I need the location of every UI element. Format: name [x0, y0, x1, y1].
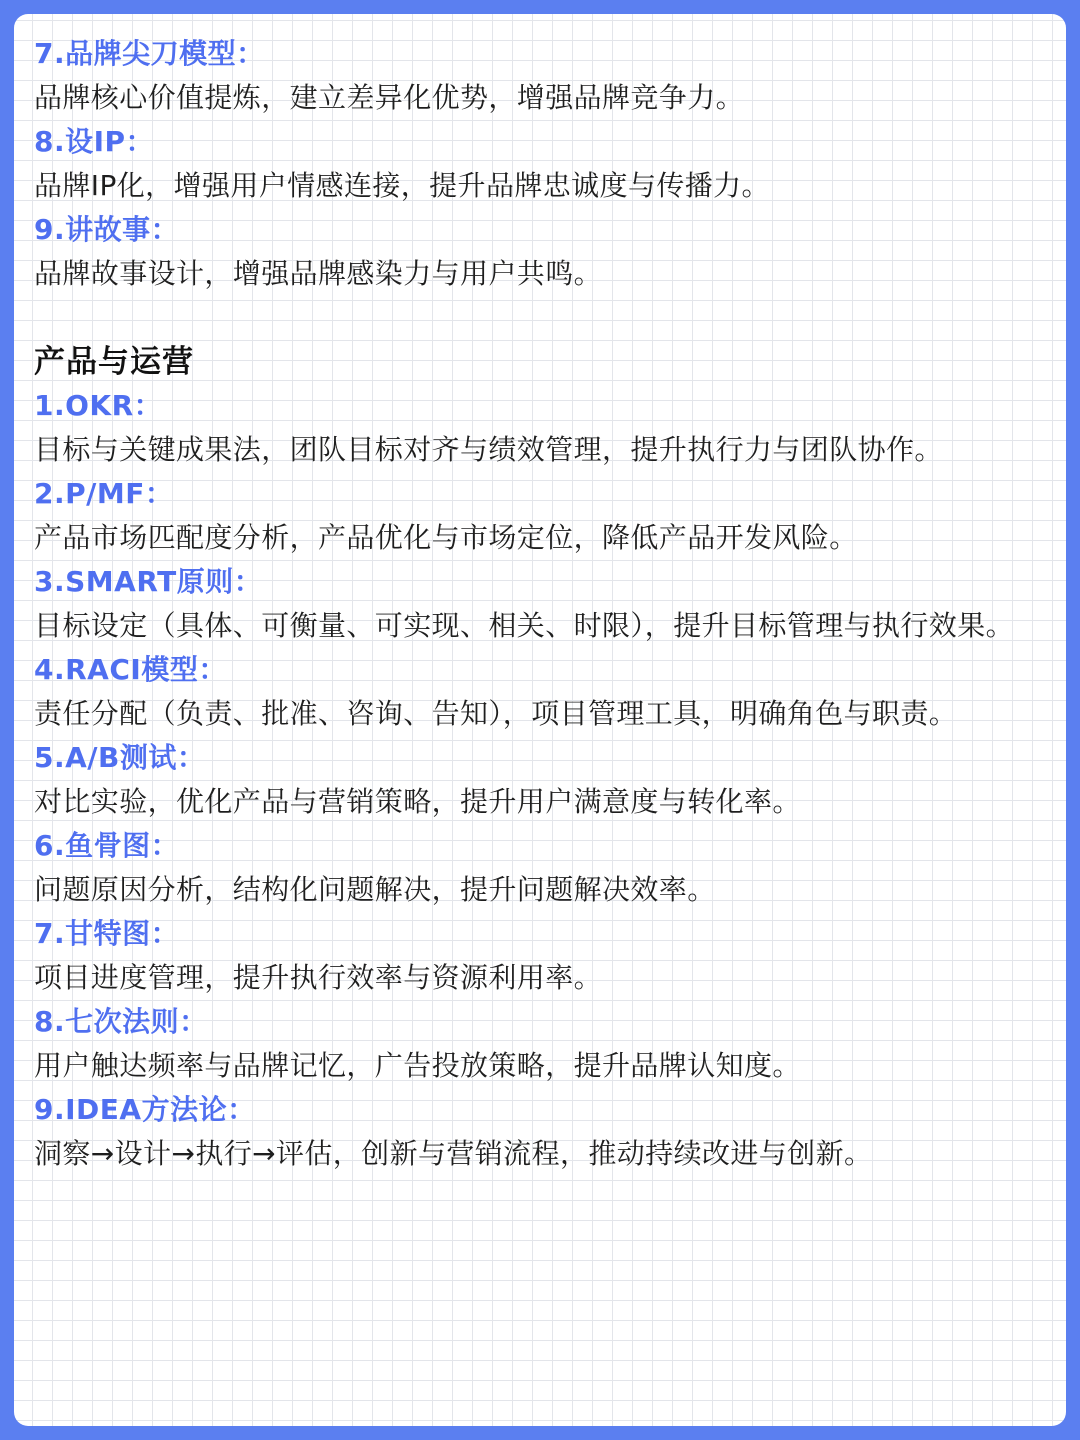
method-item [34, 1000, 1048, 1088]
item-title: 7.品牌尖刀模型： [34, 37, 265, 70]
section-spacer [34, 296, 1048, 340]
item-description: 用户触达频率与品牌记忆，广告投放策略，提升品牌认知度。 [34, 1049, 801, 1082]
item-title: 4.RACI模型： [34, 653, 227, 686]
note-card [14, 14, 1066, 1426]
method-item [34, 648, 1048, 736]
brand-item [34, 120, 1048, 208]
method-item [34, 736, 1048, 824]
method-item [34, 912, 1048, 1000]
item-title: 8.设IP： [34, 125, 155, 158]
item-description: 对比实验，优化产品与营销策略，提升用户满意度与转化率。 [34, 785, 801, 818]
item-description: 品牌核心价值提炼，建立差异化优势，增强品牌竞争力。 [34, 81, 745, 114]
item-description: 责任分配（负责、批准、咨询、告知），项目管理工具，明确角色与职责。 [34, 697, 958, 730]
brand-item [34, 32, 1048, 120]
item-description: 产品市场匹配度分析，产品优化与市场定位，降低产品开发风险。 [34, 521, 858, 554]
item-title: 2.P/MF： [34, 477, 174, 510]
method-item [34, 472, 1048, 560]
item-description: 项目进度管理，提升执行效率与资源利用率。 [34, 961, 603, 994]
method-item [34, 1088, 1048, 1176]
item-title: 9.IDEA方法论： [34, 1093, 256, 1126]
item-description: 品牌故事设计，增强品牌感染力与用户共鸣。 [34, 257, 603, 290]
item-title: 6.鱼骨图： [34, 829, 180, 862]
method-item [34, 560, 1048, 648]
item-description: 洞察→设计→执行→评估，创新与营销流程，推动持续改进与创新。 [34, 1137, 873, 1170]
section-title: 产品与运营 [34, 344, 194, 380]
item-description: 品牌IP化，增强用户情感连接，提升品牌忠诚度与传播力。 [34, 169, 770, 202]
item-title: 7.甘特图： [34, 917, 180, 950]
item-description: 目标与关键成果法，团队目标对齐与绩效管理，提升执行力与团队协作。 [34, 433, 943, 466]
method-item [34, 824, 1048, 912]
item-description: 问题原因分析，结构化问题解决，提升问题解决效率。 [34, 873, 716, 906]
brand-item [34, 208, 1048, 296]
method-item [34, 384, 1048, 472]
item-title: 8.七次法则： [34, 1005, 208, 1038]
item-title: 9.讲故事： [34, 213, 180, 246]
item-title: 1.OKR： [34, 389, 163, 422]
note-content [34, 32, 1048, 1176]
item-title: 5.A/B测试： [34, 741, 206, 774]
item-description: 目标设定（具体、可衡量、可实现、相关、时限），提升目标管理与执行效果。 [34, 609, 1015, 642]
item-title: 3.SMART原则： [34, 565, 263, 598]
